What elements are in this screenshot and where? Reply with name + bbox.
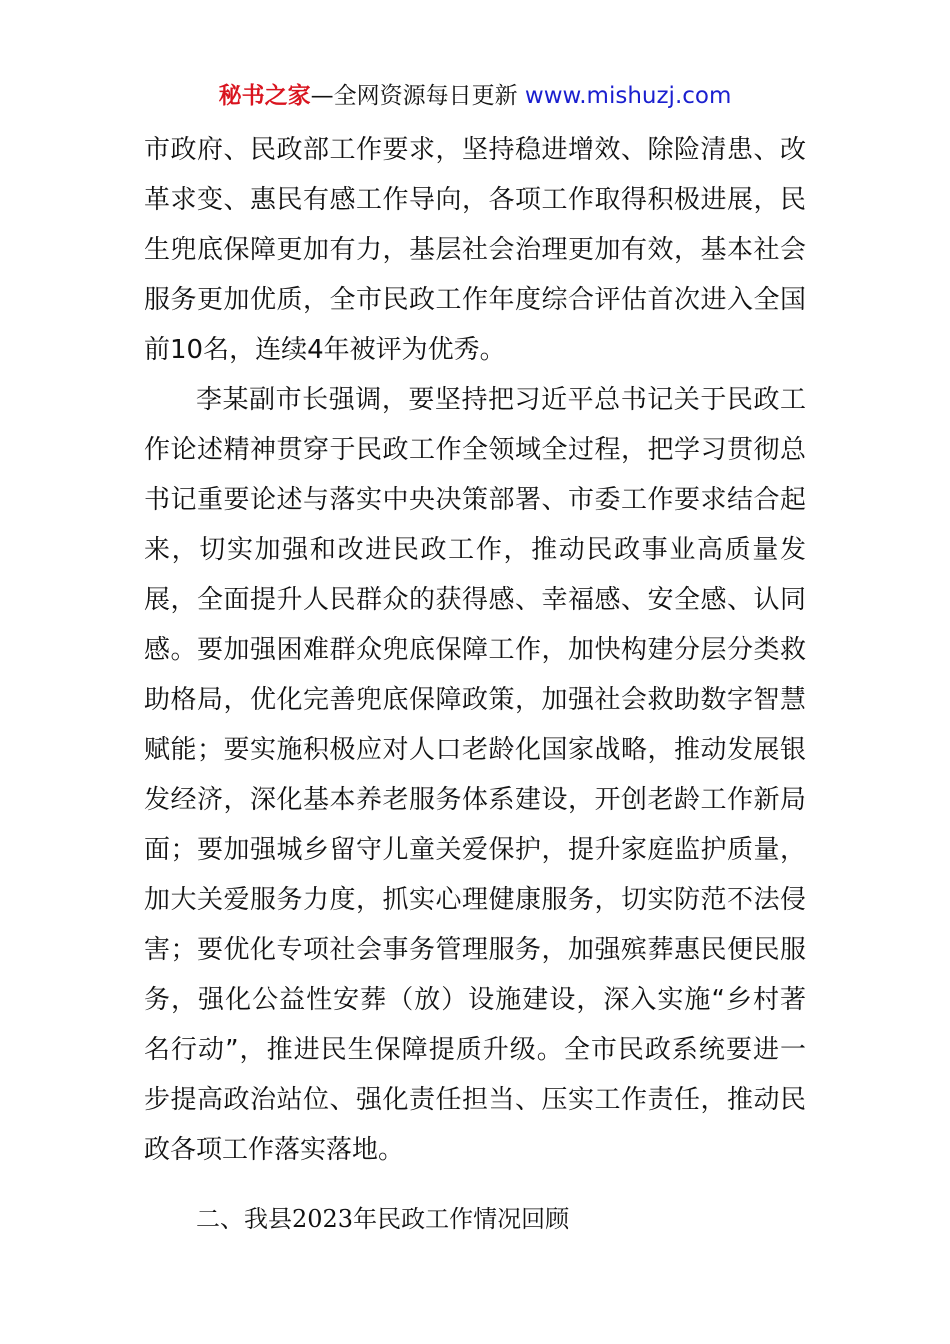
paragraph-continued: 市政府、民政部工作要求，坚持稳进增效、除险清患、改革求变、惠民有感工作导向，各项工作取得积极进展，民生兜底保障更加有力，基层社会治理更加有效，基本社会服务更加优质，全市民政工作年度综合评估首次进入全国前10名，连续4年被评为优秀。: [144, 135, 806, 365]
paragraph-vice-mayor-remarks: 李某副市长强调，要坚持把习近平总书记关于民政工作论述精神贯穿于民政工作全领域全过程，把学习贯彻总书记重要论述与落实中央决策部署、市委工作要求结合起来，切实加强和改进民政工作，推动民政事业高质量发展，全面提升人民群众的获得感、幸福感、安全感、认同感。要加强困难群众兜底保障工作，加快构建分层分类救助格局，优化完善兜底保障政策，加强社会救助数字智慧赋能；要实施积极应对人口老龄化国家战略，推动发展银发经济，深化基本养老服务体系建设，开创老龄工作新局面；要加强城乡留守儿童关爱保护，提升家庭监护质量，加大关爱服务力度，抓实心理健康服务，切实防范不法侵害；要优化专项社会事务管理服务，加强殡葬惠民便民服务，强化公益性安葬（放）设施建设，深入实施“乡村著名行动”，推进民生保障提质升级。全市民政系统要进一步提高政治站位、强化责任担当、压实工作责任，推动民政各项工作落实落地。: [144, 385, 806, 1165]
site-header: [0, 80, 950, 112]
brand-name: 秘书之家: [218, 83, 311, 109]
site-url-link[interactable]: www.mishuzj.com: [524, 83, 732, 109]
section-heading: 二、我县2023年民政工作情况回顾: [196, 1205, 570, 1233]
header-tagline: —全网资源每日更新: [310, 83, 518, 109]
document-body: [144, 125, 806, 1244]
